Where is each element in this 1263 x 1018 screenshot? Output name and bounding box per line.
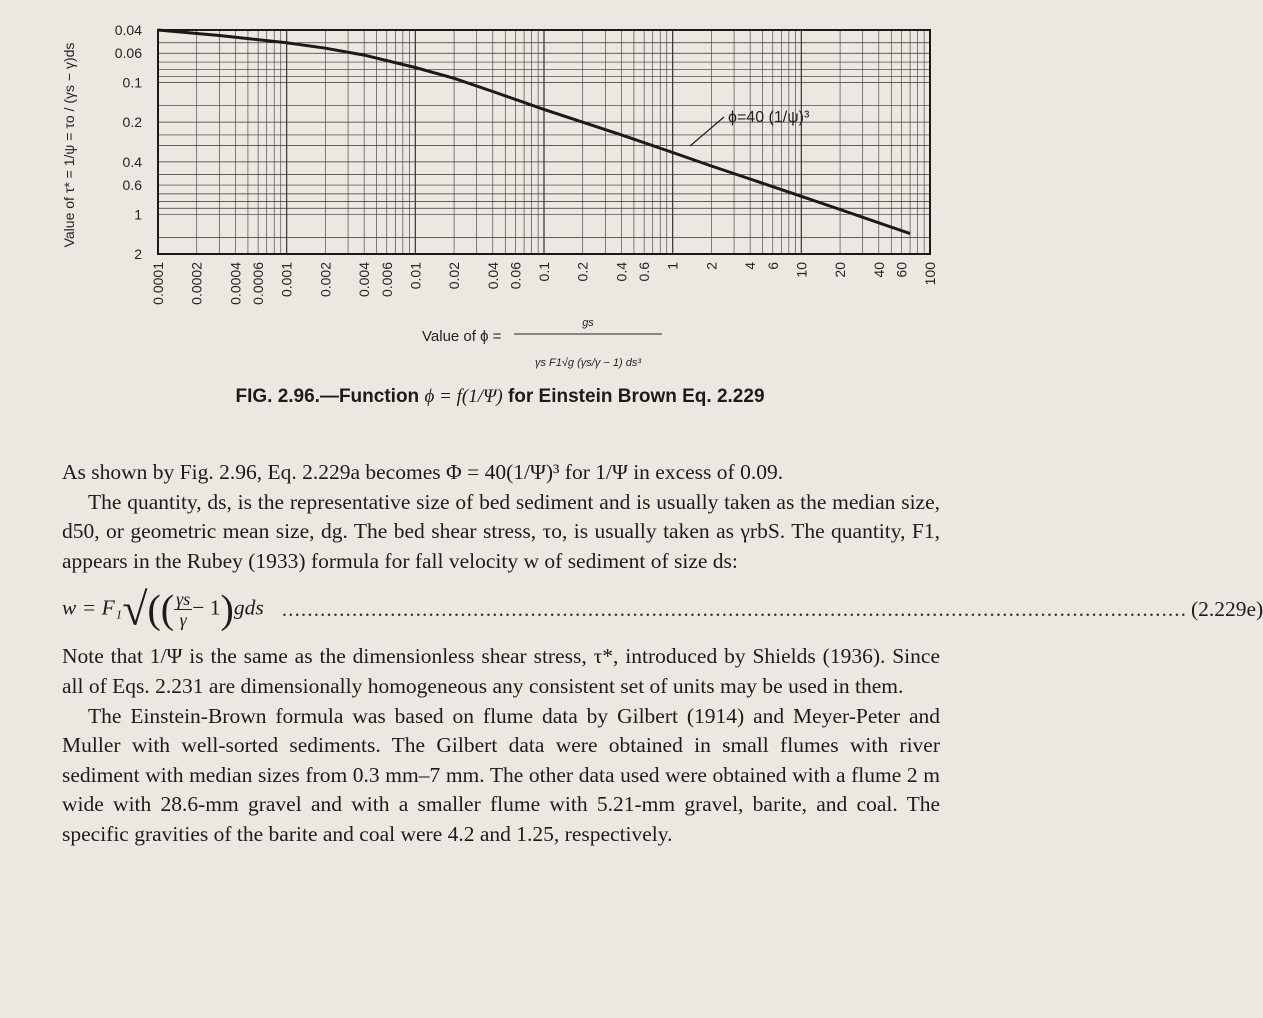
x-tick-label: 0.4 [613,262,630,282]
y-tick-label: 0.4 [122,153,142,170]
x-tick-label: 6 [764,262,781,270]
paragraph-1: As shown by Fig. 2.96, Eq. 2.229a becomes Φ = 40(1/Ψ)³ for 1/Ψ in excess of 0.09. [62,460,784,484]
x-tick-label: 100 [922,262,938,286]
series-line [158,30,910,234]
x-axis-label-denominator: γs F1√g (γs/γ − 1) ds³ [535,357,641,369]
equation-fraction [174,589,192,630]
paren-close: ) [220,586,234,632]
x-tick-label: 0.001 [278,262,295,298]
x-tick-label: 0.0002 [188,262,205,305]
x-tick-label: 10 [793,262,810,278]
paren-open: ( [147,586,161,632]
x-axis-label-numerator: gs [582,317,594,329]
x-tick-label: 0.01 [407,262,424,290]
inner-paren-open: ( [160,586,175,632]
x-tick-label: 2 [703,262,720,270]
y-tick-label: 0.2 [122,114,142,131]
paragraph-2: The quantity, ds, is the representative size of bed sediment and is usually taken as the median size, d50, or geometric mean size, dg. The bed shear stress, τo, is usually taken as γrbS. The quantity, F1, appears in the Rubey (1933) formula for fall velocity w of sediment of size ds: [62,489,940,573]
y-axis-label: Value of τ* = 1/ψ = τo / (γs − γ)ds [61,42,77,248]
x-tick-label: 40 [870,262,887,278]
equation-lhs-text: w = F₁ [62,595,123,620]
y-tick-label: 0.06 [114,45,142,62]
x-tick-label: 0.04 [484,262,501,290]
equation-number: (2.229e) [1190,596,1263,621]
x-axis-label-prefix: Value of ϕ = [422,328,502,345]
equation-fraction-numerator: γs [176,588,191,609]
y-tick-labels [115,22,142,262]
y-tick-label: 1 [134,206,142,223]
x-tick-label: 1 [664,262,681,270]
body-text [62,458,1263,850]
figure-chart [0,0,1000,380]
x-tick-label: 0.002 [317,262,334,298]
equation-rhs: gds [233,595,264,620]
x-tick-label: 0.6 [636,262,653,282]
x-tick-label: 0.02 [446,262,463,290]
x-tick-label: 60 [893,262,910,278]
x-tick-label: 0.06 [507,262,524,290]
y-tick-label: 2 [134,246,142,262]
caption-function: ϕ = f(1/Ψ) [424,386,503,407]
equation-leader-dots: .............................................................................................................................................. [281,596,1187,621]
x-tick-label: 4 [742,262,759,270]
equation-fraction-denominator: γ [179,609,187,630]
equation-2229e [62,578,1263,640]
x-tick-label: 0.0004 [227,262,244,305]
y-tick-label: 0.6 [122,177,142,194]
annotation-label: ϕ=40 (1/ψ)³ [728,109,810,126]
x-tick-label: 0.0001 [150,262,166,305]
y-tick-label: 0.04 [114,22,142,38]
y-tick-label: 0.1 [122,74,142,91]
paragraph-4: The Einstein-Brown formula was based on flume data by Gilbert (1914) and Meyer-Peter and Muller with well-sorted sediments. The Gilbert data were obtained in small flumes with river sediment with median sizes from 0.3 mm–7 mm. The other data used were obtained with a flume 2 m wide with 28.6-mm gravel and with a smaller flume with 5.21-mm gravel, barite, and coal. The specific gravities of the barite and coal were 4.2 and 1.25, respectively. [62,703,940,846]
sqrt-symbol: √ [122,583,148,635]
x-tick-label: 0.006 [378,262,395,298]
x-tick-label: 0.2 [574,262,591,282]
figure-caption [0,386,1000,408]
paragraph-3: Note that 1/Ψ is the same as the dimensionless shear stress, τ*, introduced by Shields (1936). Since all of Eqs. 2.231 are dimensionally homogeneous any consistent set of units may be used in them. [62,644,940,698]
x-tick-label: 0.1 [536,262,552,282]
x-tick-label: 0.004 [356,262,373,298]
annotation-leader [690,117,724,146]
caption-prefix: FIG. 2.96.—Function [235,386,425,407]
x-tick-label: 0.0006 [250,262,267,305]
caption-suffix: for Einstein Brown Eq. 2.229 [502,386,765,407]
equation-lhs [62,583,264,635]
x-tick-labels [150,262,938,305]
grid-major [158,30,801,254]
equation-minus-one: − 1 [192,595,221,620]
x-tick-label: 20 [832,262,849,278]
